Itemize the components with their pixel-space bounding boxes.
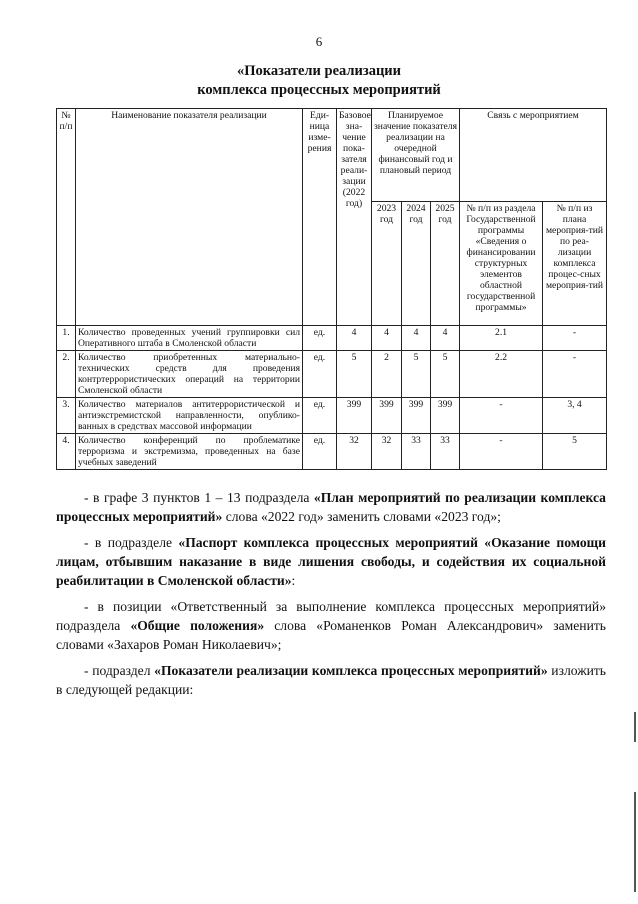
row-plan: 3, 4 xyxy=(543,398,607,434)
paragraph-2 xyxy=(56,533,606,590)
scan-edge-mark xyxy=(634,792,636,892)
row-2025: 399 xyxy=(431,398,460,434)
row-unit: ед. xyxy=(303,326,337,351)
row-2024: 33 xyxy=(402,434,431,470)
table-row xyxy=(57,398,607,434)
row-name: Количество проведенных учений группировки сил Оперативного штаба в Смоленской области xyxy=(76,326,303,351)
row-name: Количество приобретенных материально-технических средств для проведения контртеррористических операций на территории Смоленской области xyxy=(76,351,303,398)
heading-line-1: «Показатели реализации xyxy=(236,63,402,79)
table-row xyxy=(57,434,607,470)
row-2024: 399 xyxy=(402,398,431,434)
row-name: Количество конференций по проблематике терроризма и экстремизма, проведенных на базе учебных заведений xyxy=(76,434,303,470)
row-unit: ед. xyxy=(303,434,337,470)
paragraph-4-text-c: изложить в следующей редакции: xyxy=(56,663,606,697)
page-number: 6 xyxy=(315,34,323,49)
paragraph-4-bold: «Показатели реализации комплекса процессных мероприятий» xyxy=(154,663,548,678)
paragraph-1 xyxy=(56,488,606,526)
paragraph-2-text-c: : xyxy=(291,573,296,588)
row-2024: 5 xyxy=(402,351,431,398)
section-heading xyxy=(0,62,638,100)
row-num: 2. xyxy=(57,351,76,398)
row-num: 1. xyxy=(57,326,76,351)
paragraph-1-text-a: - в графе 3 пунктов 1 – 13 подраздела xyxy=(84,490,314,505)
row-plan: - xyxy=(543,351,607,398)
paragraph-2-text-a: - в подразделе xyxy=(84,535,179,550)
header-link-section: № п/п из раздела Государственной программы «Сведения о финансировании структурных элементов областной государственной программы» xyxy=(460,202,543,326)
row-2023: 32 xyxy=(372,434,402,470)
row-2024: 4 xyxy=(402,326,431,351)
header-unit: Еди-ница изме-рения xyxy=(303,109,337,326)
paragraph-3-bold: «Общие положения» xyxy=(130,618,265,633)
header-2025: 2025 год xyxy=(431,202,460,326)
header-base: Базовое зна-чение пока-зателя реали-зации (2022 год) xyxy=(337,109,372,326)
paragraph-3 xyxy=(56,597,606,654)
row-plan: 5 xyxy=(543,434,607,470)
paragraph-3-text-a: - в позиции «Ответственный за выполнение комплекса процессных мероприятий» подраздела xyxy=(56,599,606,633)
row-section: 2.2 xyxy=(460,351,543,398)
row-base: 32 xyxy=(337,434,372,470)
scan-edge-mark xyxy=(634,712,636,742)
row-2025: 33 xyxy=(431,434,460,470)
paragraph-4-text-a: - подраздел xyxy=(84,663,155,678)
row-plan: - xyxy=(543,326,607,351)
paragraph-2-bold: «Паспорт комплекса процессных мероприятий «Оказание помощи лицам, отбывшим наказание в виде лишения свободы, и содействия их социальной реабилитации в Смоленской области» xyxy=(56,535,606,588)
row-section: - xyxy=(460,398,543,434)
row-unit: ед. xyxy=(303,351,337,398)
header-2024: 2024 год xyxy=(402,202,431,326)
paragraph-3-text-c: слова «Романенков Роман Александрович» заменить словами «Захаров Роман Николаевич»; xyxy=(56,618,606,652)
row-section: - xyxy=(460,434,543,470)
indicators-table xyxy=(56,108,607,470)
row-2025: 4 xyxy=(431,326,460,351)
header-num: № п/п xyxy=(57,109,76,326)
row-2023: 2 xyxy=(372,351,402,398)
heading-line-2: комплекса процессных мероприятий xyxy=(197,82,441,98)
row-unit: ед. xyxy=(303,398,337,434)
header-2023: 2023 год xyxy=(372,202,402,326)
header-planned: Планируемое значение показателя реализации на очередной финансовый год и плановый период xyxy=(372,109,460,202)
row-2023: 4 xyxy=(372,326,402,351)
table-row xyxy=(57,326,607,351)
row-2025: 5 xyxy=(431,351,460,398)
row-section: 2.1 xyxy=(460,326,543,351)
row-base: 4 xyxy=(337,326,372,351)
header-name: Наименование показателя реализации xyxy=(76,109,303,326)
document-body xyxy=(56,488,606,706)
header-link: Связь с мероприятием xyxy=(460,109,607,202)
paragraph-4 xyxy=(56,661,606,699)
row-base: 399 xyxy=(337,398,372,434)
row-base: 5 xyxy=(337,351,372,398)
row-num: 4. xyxy=(57,434,76,470)
row-num: 3. xyxy=(57,398,76,434)
paragraph-1-bold: «План мероприятий по реализации комплекса процессных мероприятий» xyxy=(56,490,606,524)
table-row xyxy=(57,351,607,398)
row-name: Количество материалов антитеррористической и антиэкстремистской направленности, опублико-ванных в средствах массовой информации xyxy=(76,398,303,434)
header-link-plan: № п/п из плана мероприя-тий по реа-лизации комплекса процес-сных мероприя-тий xyxy=(543,202,607,326)
row-2023: 399 xyxy=(372,398,402,434)
paragraph-1-text-c: слова «2022 год» заменить словами «2023 год»; xyxy=(222,509,501,524)
